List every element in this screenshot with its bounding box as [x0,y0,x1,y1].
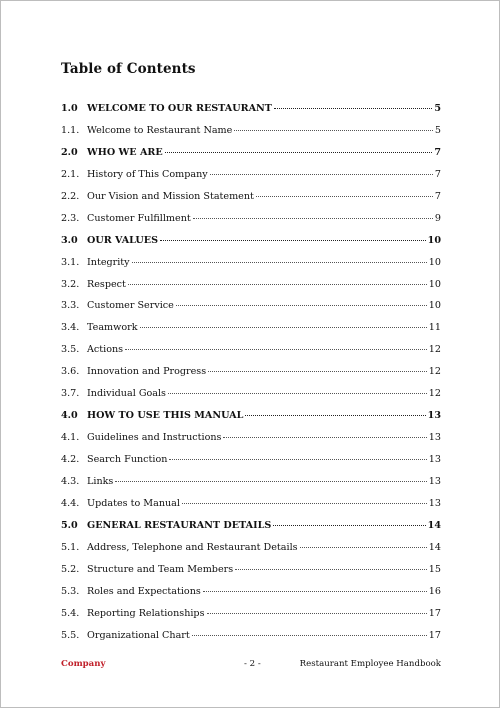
toc-dot-leader [300,547,427,548]
toc-entry-number: 4.4. [61,497,80,509]
toc-dot-leader [169,459,426,460]
toc-entry-number: 5.4. [61,607,80,619]
toc-entry[interactable] [61,581,441,603]
toc-entry-page: 13 [428,497,441,509]
toc-dot-leader [193,218,433,219]
toc-entry-number: 1.0 [61,103,78,114]
toc-entry-number: 3.6. [61,366,80,378]
toc-entry-label: Customer Service [87,300,174,312]
toc-entry-label: Address, Telephone and Restaurant Details [87,541,298,553]
toc-entry-label: GENERAL RESTAURANT DETAILS [87,519,272,531]
toc-entry-label: Guidelines and Instructions [87,432,222,444]
toc-entry-label: WHO WE ARE [87,146,163,158]
toc-entry-number: 2.3. [61,212,80,224]
toc-dot-leader [234,130,433,131]
toc-entry-page: 13 [428,475,441,487]
toc-dot-leader [115,481,426,482]
toc-entry-page: 9 [434,212,441,224]
toc-entry-number: 5.3. [61,585,80,597]
toc-dot-leader [203,591,427,592]
toc-entry[interactable] [61,493,441,515]
toc-entry-label: Actions [87,344,124,356]
toc-entry[interactable] [61,98,441,120]
toc-entry[interactable] [61,559,441,581]
toc-entry[interactable] [61,537,441,559]
toc-dot-leader [176,305,427,306]
toc-entry-number: 3.5. [61,344,80,356]
toc-dot-leader [140,327,427,328]
toc-entry-label: Teamwork [87,322,138,334]
toc-entry-page: 7 [434,190,441,202]
toc-entry[interactable] [61,252,441,274]
toc-entry[interactable] [61,383,441,405]
toc-entry-label: HOW TO USE THIS MANUAL [87,410,244,422]
toc-entry-label: Respect [87,278,126,290]
toc-entry-label: Reporting Relationships [87,607,205,619]
toc-dot-leader [192,635,427,636]
toc-entry[interactable] [61,164,441,186]
toc-entry-number: 4.1. [61,432,80,444]
toc-entry[interactable] [61,625,441,647]
page-footer [61,659,441,673]
toc-entry-label: Customer Fulfillment [87,212,191,224]
toc-entry[interactable] [61,208,441,230]
toc-entry-page: 15 [428,563,441,575]
toc-entry-page: 14 [428,541,441,553]
toc-entry-number: 3.2. [61,278,80,290]
toc-dot-leader [223,437,426,438]
toc-entry-page: 13 [428,432,441,444]
toc-entry-number: 5.5. [61,629,80,641]
toc-entry-label: Updates to Manual [87,497,180,509]
toc-entry[interactable] [61,120,441,142]
toc-dot-leader [210,174,433,175]
toc-entry-number: 1.1. [61,124,80,136]
toc-entry-label: Structure and Team Members [87,563,234,575]
toc-entry-label: Innovation and Progress [87,366,207,378]
toc-entry[interactable] [61,186,441,208]
toc-dot-leader [128,284,427,285]
toc-entry[interactable] [61,295,441,317]
toc-dot-leader [245,415,425,416]
toc-entry-page: 13 [427,410,441,422]
toc-dot-leader [208,371,427,372]
toc-dot-leader [274,108,432,109]
toc-entry-number: 5.0 [61,519,78,531]
footer-page-number: - 2 - [244,659,261,669]
toc-entry-number: 3.4. [61,322,80,334]
toc-entry-page: 17 [428,607,441,619]
toc-dot-leader [125,349,427,350]
toc-entry[interactable] [61,603,441,625]
toc-dot-leader [182,503,427,504]
toc-entry-label: Search Function [87,454,168,465]
toc-dot-leader [168,393,427,394]
toc-entry-number: 2.1. [61,168,80,180]
toc-dot-leader [235,569,427,570]
toc-entry-number: 4.0 [61,410,78,422]
toc-entry-label: OUR VALUES [87,234,159,246]
toc-entry-label: Integrity [87,256,130,268]
toc-entry-label: Individual Goals [87,388,166,400]
toc-entry[interactable] [61,274,441,296]
toc-entry[interactable] [61,230,441,252]
toc-entry-label: Links [87,475,114,487]
toc-entry-page: 7 [434,168,441,180]
toc-entry-number: 3.7. [61,388,80,400]
toc-dot-leader [256,196,433,197]
toc-entry-page: 10 [428,256,441,268]
table-of-contents [61,98,441,646]
toc-entry-number: 4.3. [61,475,80,487]
toc-entry-page: 14 [427,519,441,531]
toc-entry-page: 10 [428,278,441,290]
toc-entry-label: Our Vision and Mission Statement [87,190,254,202]
toc-dot-leader [132,262,427,263]
toc-entry[interactable] [61,471,441,493]
toc-entry-page: 11 [428,322,441,334]
toc-entry-page: 10 [428,300,441,312]
toc-dot-leader [165,152,433,153]
footer-company: Company [61,659,106,669]
toc-entry-page: 7 [434,146,441,158]
toc-dot-leader [160,240,426,241]
toc-entry[interactable] [61,405,441,427]
toc-entry-label: History of This Company [87,168,208,180]
toc-entry-number: 3.3. [61,300,80,312]
footer-document-title: Restaurant Employee Handbook [299,659,441,669]
toc-dot-leader [273,525,425,526]
toc-entry-page: 12 [428,388,441,400]
toc-entry-label: WELCOME TO OUR RESTAURANT [87,103,272,114]
toc-dot-leader [207,613,427,614]
toc-entry-label: Welcome to Restaurant Name [87,124,233,136]
toc-entry-number: 3.1. [61,256,80,268]
toc-entry[interactable] [61,427,441,449]
toc-entry-page: 16 [428,585,441,597]
toc-entry-page: 17 [428,629,441,641]
toc-entry[interactable] [61,317,441,339]
toc-entry-number: 5.1. [61,541,80,553]
toc-entry-label: Roles and Expectations [87,585,201,597]
toc-entry-number: 3.0 [61,234,78,246]
toc-entry[interactable] [61,361,441,383]
toc-entry[interactable] [61,515,441,537]
page-title: Table of Contents [61,61,196,77]
toc-entry-number: 2.0 [61,146,78,158]
toc-entry-page: 12 [428,344,441,356]
toc-entry-label: Organizational Chart [87,629,190,641]
toc-entry[interactable] [61,449,441,471]
toc-entry-number: 5.2. [61,563,80,575]
toc-entry-number: 2.2. [61,190,80,202]
toc-entry-page: 13 [428,454,441,465]
toc-entry[interactable] [61,339,441,361]
toc-entry[interactable] [61,142,441,164]
toc-entry-number: 4.2. [61,454,80,465]
toc-entry-page: 5 [434,124,441,136]
toc-entry-page: 5 [434,103,441,114]
toc-entry-page: 10 [427,234,441,246]
toc-entry-page: 12 [428,366,441,378]
